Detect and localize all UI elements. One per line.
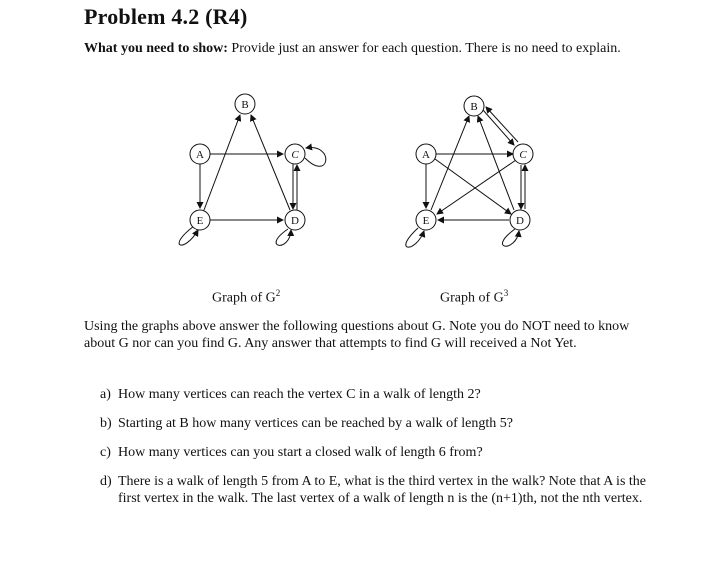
instructions-text: Provide just an answer for each question. There is no need to explain. [227,41,621,56]
problem-title: Problem 4.2 (R4) [84,4,248,29]
caption-g2-exp: 2 [275,288,281,298]
question-text: There is a walk of length 5 from A to E, what is the third vertex in the walk? Note that A is the first vertex in the walk. The last vertex of a walk of length n is the (n+1)th, not the nth vertex. [118,474,646,506]
g2-label-b: B [241,99,249,111]
g3-label-c: C [519,149,527,161]
instructions-label: What you need to show: [84,41,228,56]
caption-g3-text: Graph of G [440,290,504,306]
g3-label-b: B [470,101,478,113]
question-b [100,415,650,432]
question-d [100,473,650,507]
graph-g3 [386,88,566,248]
question-label: a) [100,387,111,402]
question-text: How many vertices can reach the vertex C in a walk of length 2? [118,387,481,402]
instructions [84,40,650,57]
g3-label-a: A [422,149,430,161]
g2-label-a: A [196,149,204,161]
instructions-paragraph: Using the graphs above answer the following questions about G. Note you do NOT need to know about G nor can you find G. Any answer that attempts to find G will received a Not Yet. [84,319,630,351]
question-c [100,444,650,461]
g3-label-e: E [422,215,430,227]
question-label: d) [100,474,112,489]
caption-g2 [212,288,280,307]
g2-label-c: C [291,149,299,161]
question-label: b) [100,416,112,431]
question-text: How many vertices can you start a closed walk of length 6 from? [118,445,483,460]
question-a [100,386,650,403]
caption-g3-exp: 3 [503,288,509,298]
g3-label-d: D [516,215,524,227]
question-text: Starting at B how many vertices can be reached by a walk of length 5? [118,416,513,431]
graph-g2 [160,88,340,248]
question-label: c) [100,445,111,460]
caption-g3 [440,288,508,307]
g2-label-d: D [291,215,299,227]
caption-g2-text: Graph of G [212,290,276,306]
g2-label-e: E [196,215,204,227]
